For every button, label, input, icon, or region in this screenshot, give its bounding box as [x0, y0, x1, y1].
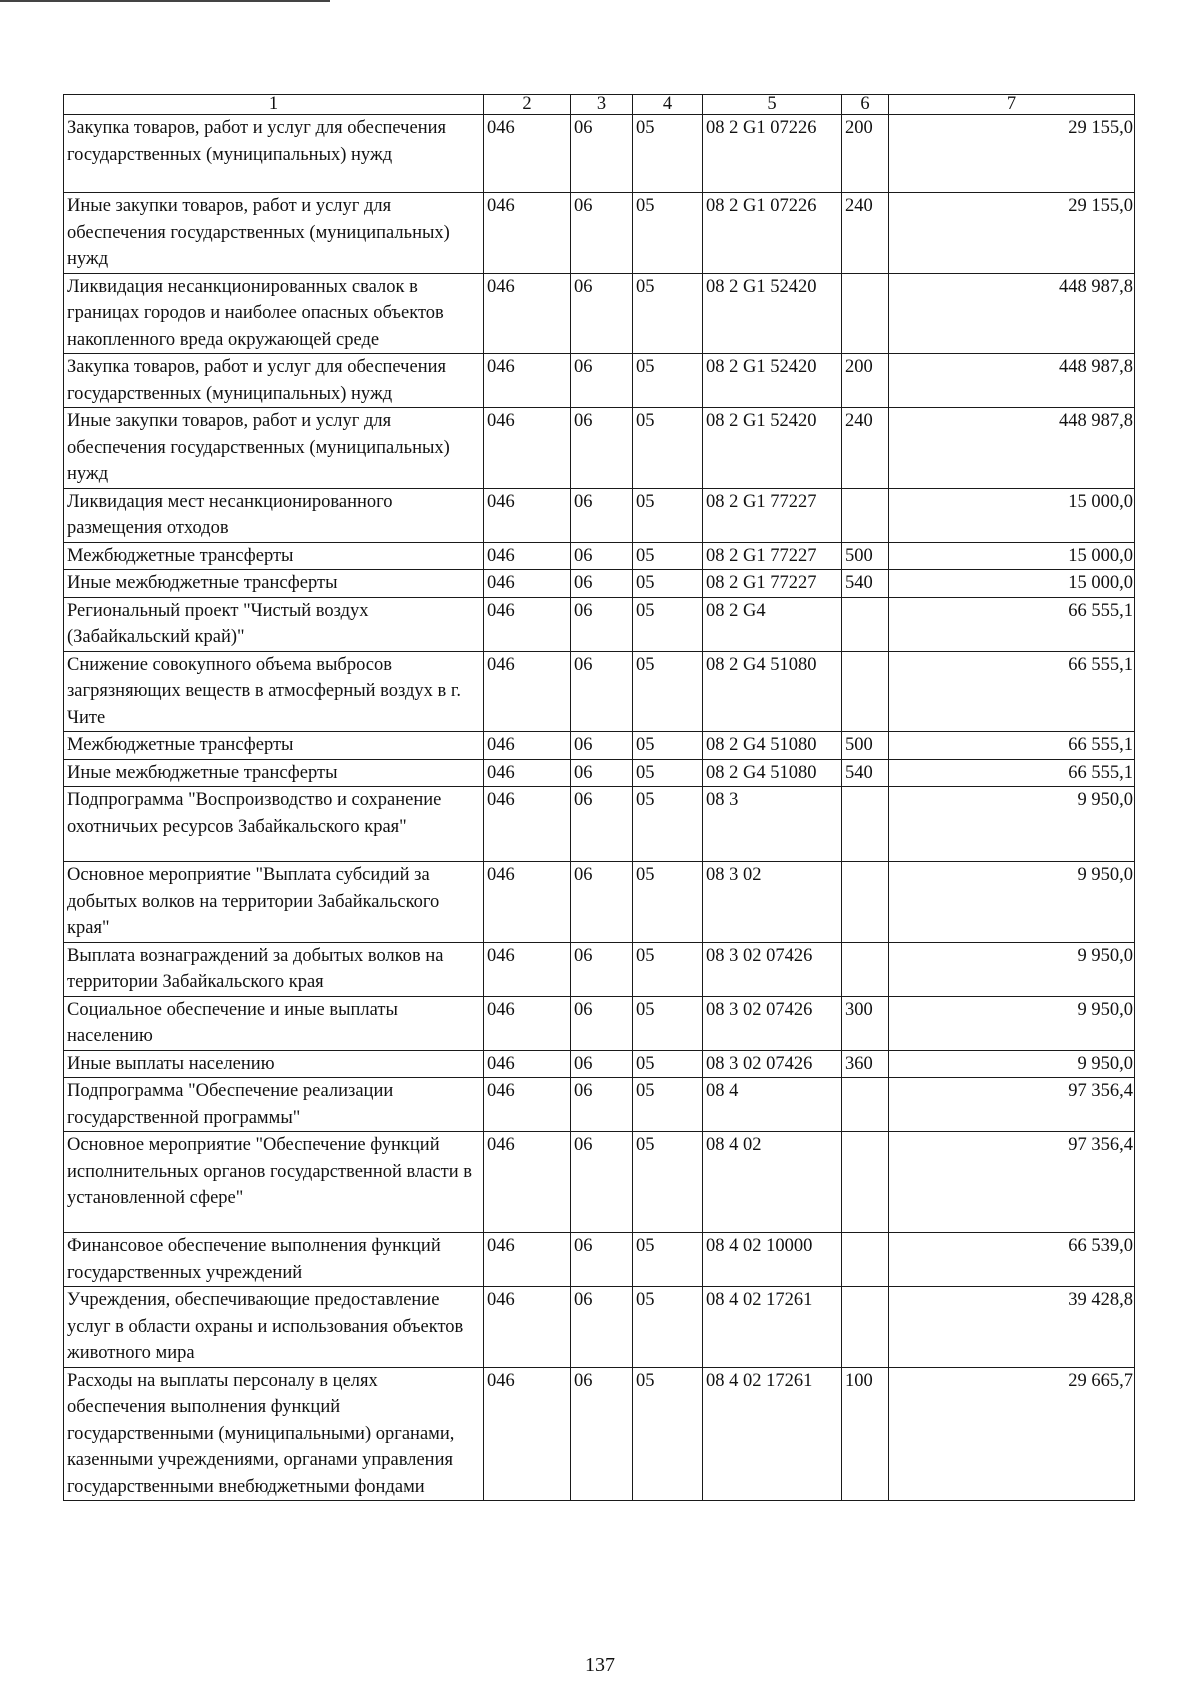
cell-subsection: 05 [633, 1050, 703, 1078]
cell-ministry-code: 046 [484, 1078, 571, 1132]
cell-section: 06 [571, 570, 633, 598]
cell-name: Иные межбюджетные трансферты [64, 570, 484, 598]
cell-subsection: 05 [633, 354, 703, 408]
cell-target-article: 08 4 02 17261 [703, 1367, 842, 1501]
cell-ministry-code: 046 [484, 542, 571, 570]
cell-target-article: 08 4 [703, 1078, 842, 1132]
cell-expense-type [842, 1287, 889, 1368]
page-number: 137 [585, 1654, 615, 1676]
cell-subsection: 05 [633, 759, 703, 787]
cell-name: Подпрограмма "Воспроизводство и сохранение охотничьих ресурсов Забайкальского края" [64, 787, 484, 862]
cell-ministry-code: 046 [484, 787, 571, 862]
cell-ministry-code: 046 [484, 651, 571, 732]
cell-amount: 9 950,0 [889, 942, 1135, 996]
cell-expense-type: 240 [842, 193, 889, 274]
cell-subsection: 05 [633, 488, 703, 542]
cell-name: Иные межбюджетные трансферты [64, 759, 484, 787]
table-row [64, 193, 1135, 274]
cell-expense-type: 500 [842, 542, 889, 570]
cell-section: 06 [571, 193, 633, 274]
column-header: 7 [889, 95, 1135, 115]
table-row [64, 787, 1135, 862]
cell-name: Региональный проект "Чистый воздух (Забайкальский край)" [64, 597, 484, 651]
cell-target-article: 08 3 02 [703, 862, 842, 943]
cell-name: Иные выплаты населению [64, 1050, 484, 1078]
cell-ministry-code: 046 [484, 193, 571, 274]
cell-expense-type: 540 [842, 759, 889, 787]
cell-expense-type [842, 488, 889, 542]
cell-ministry-code: 046 [484, 354, 571, 408]
cell-amount: 29 155,0 [889, 193, 1135, 274]
cell-amount: 66 555,1 [889, 759, 1135, 787]
column-header: 6 [842, 95, 889, 115]
cell-section: 06 [571, 1367, 633, 1501]
cell-ministry-code: 046 [484, 488, 571, 542]
cell-name: Социальное обеспечение и иные выплаты населению [64, 996, 484, 1050]
cell-target-article: 08 3 02 07426 [703, 1050, 842, 1078]
cell-section: 06 [571, 354, 633, 408]
cell-amount: 97 356,4 [889, 1132, 1135, 1233]
column-header: 2 [484, 95, 571, 115]
cell-subsection: 05 [633, 651, 703, 732]
table-row [64, 996, 1135, 1050]
cell-section: 06 [571, 408, 633, 489]
table-row [64, 862, 1135, 943]
cell-ministry-code: 046 [484, 115, 571, 193]
cell-section: 06 [571, 759, 633, 787]
budget-table [63, 94, 1135, 1501]
cell-subsection: 05 [633, 273, 703, 354]
column-header: 4 [633, 95, 703, 115]
cell-name: Межбюджетные трансферты [64, 732, 484, 760]
cell-target-article: 08 4 02 17261 [703, 1287, 842, 1368]
cell-amount: 448 987,8 [889, 354, 1135, 408]
table-row [64, 354, 1135, 408]
table-row [64, 759, 1135, 787]
column-header: 5 [703, 95, 842, 115]
cell-amount: 9 950,0 [889, 862, 1135, 943]
cell-amount: 15 000,0 [889, 570, 1135, 598]
cell-target-article: 08 4 02 [703, 1132, 842, 1233]
cell-amount: 9 950,0 [889, 787, 1135, 862]
cell-subsection: 05 [633, 1287, 703, 1368]
cell-amount: 15 000,0 [889, 542, 1135, 570]
cell-target-article: 08 3 02 07426 [703, 996, 842, 1050]
table-row [64, 597, 1135, 651]
column-header: 3 [571, 95, 633, 115]
cell-ministry-code: 046 [484, 759, 571, 787]
cell-amount: 97 356,4 [889, 1078, 1135, 1132]
cell-section: 06 [571, 273, 633, 354]
cell-expense-type: 200 [842, 115, 889, 193]
cell-name: Закупка товаров, работ и услуг для обеспечения государственных (муниципальных) нужд [64, 115, 484, 193]
table-row [64, 1132, 1135, 1233]
cell-ministry-code: 046 [484, 1287, 571, 1368]
cell-amount: 66 555,1 [889, 651, 1135, 732]
cell-target-article: 08 2 G1 52420 [703, 273, 842, 354]
cell-target-article: 08 2 G4 51080 [703, 759, 842, 787]
cell-amount: 29 665,7 [889, 1367, 1135, 1501]
cell-name: Закупка товаров, работ и услуг для обеспечения государственных (муниципальных) нужд [64, 354, 484, 408]
cell-section: 06 [571, 115, 633, 193]
table-row [64, 488, 1135, 542]
cell-section: 06 [571, 1287, 633, 1368]
cell-expense-type [842, 1078, 889, 1132]
cell-subsection: 05 [633, 862, 703, 943]
cell-name: Основное мероприятие "Выплата субсидий за добытых волков на территории Забайкальского края" [64, 862, 484, 943]
cell-amount: 39 428,8 [889, 1287, 1135, 1368]
cell-section: 06 [571, 542, 633, 570]
cell-subsection: 05 [633, 1367, 703, 1501]
cell-expense-type [842, 787, 889, 862]
cell-ministry-code: 046 [484, 597, 571, 651]
cell-ministry-code: 046 [484, 732, 571, 760]
cell-amount: 448 987,8 [889, 408, 1135, 489]
cell-expense-type: 100 [842, 1367, 889, 1501]
cell-name: Учреждения, обеспечивающие предоставление услуг в области охраны и использования объектов животного мира [64, 1287, 484, 1368]
cell-ministry-code: 046 [484, 570, 571, 598]
cell-target-article: 08 2 G4 [703, 597, 842, 651]
table-row [64, 273, 1135, 354]
cell-subsection: 05 [633, 1078, 703, 1132]
cell-expense-type: 300 [842, 996, 889, 1050]
cell-section: 06 [571, 732, 633, 760]
cell-amount: 9 950,0 [889, 1050, 1135, 1078]
cell-name: Расходы на выплаты персоналу в целях обеспечения выполнения функций государственными (муниципальными) органами, казенными учреждениями, органами управления государственными внебюджетными фондами [64, 1367, 484, 1501]
cell-name: Ликвидация мест несанкционированного размещения отходов [64, 488, 484, 542]
cell-section: 06 [571, 942, 633, 996]
cell-ministry-code: 046 [484, 942, 571, 996]
cell-name: Межбюджетные трансферты [64, 542, 484, 570]
table-row [64, 732, 1135, 760]
table-row [64, 115, 1135, 193]
cell-section: 06 [571, 651, 633, 732]
cell-expense-type [842, 597, 889, 651]
cell-name: Снижение совокупного объема выбросов загрязняющих веществ в атмосферный воздух в г. Чите [64, 651, 484, 732]
cell-subsection: 05 [633, 408, 703, 489]
cell-subsection: 05 [633, 570, 703, 598]
cell-section: 06 [571, 787, 633, 862]
cell-expense-type [842, 862, 889, 943]
cell-name: Подпрограмма "Обеспечение реализации государственной программы" [64, 1078, 484, 1132]
scan-edge-mark [0, 0, 330, 5]
cell-subsection: 05 [633, 942, 703, 996]
cell-expense-type [842, 651, 889, 732]
cell-amount: 15 000,0 [889, 488, 1135, 542]
column-header: 1 [64, 95, 484, 115]
cell-subsection: 05 [633, 115, 703, 193]
cell-ministry-code: 046 [484, 1233, 571, 1287]
cell-section: 06 [571, 597, 633, 651]
table-row [64, 1050, 1135, 1078]
cell-name: Выплата вознаграждений за добытых волков на территории Забайкальского края [64, 942, 484, 996]
table-row [64, 570, 1135, 598]
table-row [64, 1233, 1135, 1287]
cell-ministry-code: 046 [484, 862, 571, 943]
cell-name: Финансовое обеспечение выполнения функций государственных учреждений [64, 1233, 484, 1287]
cell-target-article: 08 2 G4 51080 [703, 732, 842, 760]
cell-target-article: 08 2 G4 51080 [703, 651, 842, 732]
cell-expense-type: 540 [842, 570, 889, 598]
cell-amount: 29 155,0 [889, 115, 1135, 193]
cell-amount: 9 950,0 [889, 996, 1135, 1050]
cell-section: 06 [571, 1132, 633, 1233]
cell-target-article: 08 2 G1 77227 [703, 488, 842, 542]
table-header-row [64, 95, 1135, 115]
cell-section: 06 [571, 1233, 633, 1287]
cell-section: 06 [571, 996, 633, 1050]
cell-ministry-code: 046 [484, 408, 571, 489]
cell-ministry-code: 046 [484, 1367, 571, 1501]
cell-section: 06 [571, 1078, 633, 1132]
cell-ministry-code: 046 [484, 996, 571, 1050]
cell-amount: 66 555,1 [889, 732, 1135, 760]
cell-expense-type [842, 273, 889, 354]
cell-amount: 66 555,1 [889, 597, 1135, 651]
cell-subsection: 05 [633, 1132, 703, 1233]
cell-section: 06 [571, 862, 633, 943]
table-row [64, 1078, 1135, 1132]
cell-expense-type [842, 1233, 889, 1287]
cell-ministry-code: 046 [484, 1132, 571, 1233]
cell-ministry-code: 046 [484, 1050, 571, 1078]
cell-target-article: 08 3 [703, 787, 842, 862]
cell-section: 06 [571, 1050, 633, 1078]
cell-subsection: 05 [633, 1233, 703, 1287]
cell-target-article: 08 2 G1 07226 [703, 193, 842, 274]
cell-amount: 448 987,8 [889, 273, 1135, 354]
cell-name: Ликвидация несанкционированных свалок в границах городов и наиболее опасных объектов накопленного вреда окружающей среде [64, 273, 484, 354]
table-body [64, 115, 1135, 1501]
table-row [64, 408, 1135, 489]
cell-target-article: 08 2 G1 77227 [703, 570, 842, 598]
cell-target-article: 08 2 G1 77227 [703, 542, 842, 570]
cell-expense-type: 240 [842, 408, 889, 489]
cell-expense-type: 360 [842, 1050, 889, 1078]
cell-section: 06 [571, 488, 633, 542]
cell-subsection: 05 [633, 996, 703, 1050]
cell-expense-type [842, 1132, 889, 1233]
table-row [64, 1367, 1135, 1501]
table-row [64, 942, 1135, 996]
cell-subsection: 05 [633, 542, 703, 570]
cell-subsection: 05 [633, 732, 703, 760]
table-row [64, 1287, 1135, 1368]
cell-name: Основное мероприятие "Обеспечение функций исполнительных органов государственной власти в установленной сфере" [64, 1132, 484, 1233]
cell-target-article: 08 3 02 07426 [703, 942, 842, 996]
cell-expense-type: 500 [842, 732, 889, 760]
table-row [64, 542, 1135, 570]
cell-target-article: 08 2 G1 52420 [703, 354, 842, 408]
cell-target-article: 08 4 02 10000 [703, 1233, 842, 1287]
cell-subsection: 05 [633, 787, 703, 862]
cell-amount: 66 539,0 [889, 1233, 1135, 1287]
table-row [64, 651, 1135, 732]
cell-subsection: 05 [633, 597, 703, 651]
cell-target-article: 08 2 G1 07226 [703, 115, 842, 193]
cell-name: Иные закупки товаров, работ и услуг для обеспечения государственных (муниципальных) нужд [64, 193, 484, 274]
cell-ministry-code: 046 [484, 273, 571, 354]
cell-expense-type: 200 [842, 354, 889, 408]
cell-target-article: 08 2 G1 52420 [703, 408, 842, 489]
cell-expense-type [842, 942, 889, 996]
cell-name: Иные закупки товаров, работ и услуг для обеспечения государственных (муниципальных) нужд [64, 408, 484, 489]
cell-subsection: 05 [633, 193, 703, 274]
